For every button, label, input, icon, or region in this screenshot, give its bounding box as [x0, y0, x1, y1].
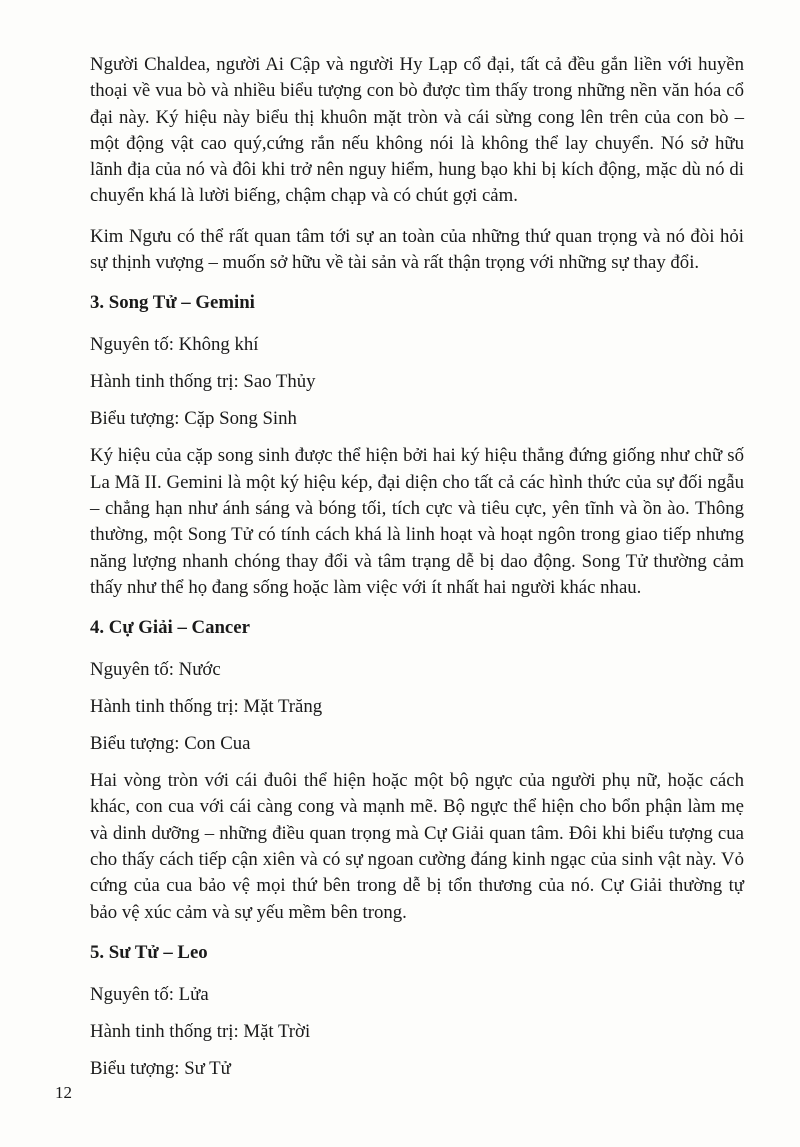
section-heading-cancer: 4. Cự Giải – Cancer [90, 617, 250, 639]
gemini-symbol: Biểu tượng: Cặp Song Sinh [90, 408, 297, 430]
intro-paragraph-1: Người Chaldea, người Ai Cập và người Hy Lạp cổ đại, tất cả đều gắn liền với huyền thoại về vua bò và nhiều biểu tượng con bò được tìm thấy trong những nền văn hóa cổ đại này. Ký hiệu này biểu thị khuôn mặt tròn và cái sừng cong lên trên của con bò – một động vật cao quý,cứng rắn nếu không nói là không thể lay chuyển. Nó sở hữu lãnh địa của nó và đôi khi trở nên nguy hiểm, hung bạo khi bị kích động, mặc dù nó di chuyển khá là lười biếng, chậm chạp và có chút gợi cảm. [90, 54, 744, 207]
gemini-planet: Hành tinh thống trị: Sao Thủy [90, 371, 316, 393]
cancer-element: Nguyên tố: Nước [90, 659, 221, 681]
leo-element: Nguyên tố: Lửa [90, 983, 209, 1005]
gemini-description: Ký hiệu của cặp song sinh được thể hiện bởi hai ký hiệu thẳng đứng giống như chữ số La Mã II. Gemini là một ký hiệu kép, đại diện cho tất cả các hình thức của sự đối ngẫu – chẳng hạn như ánh sáng và bóng tối, tích cực và tiêu cực, yên tĩnh và ồn ào. Thông thường, một Song Tử có tính cách khá là linh hoạt và hoạt ngôn trong giao tiếp nhưng năng lượng nhanh chóng thay đổi và tâm trạng dễ bị dao động. Song Tử thường cảm thấy như thể họ đang sống hoặc làm việc với ít nhất hai người khác nhau. [90, 445, 744, 598]
page-content [90, 52, 744, 1093]
cancer-description: Hai vòng tròn với cái đuôi thể hiện hoặc một bộ ngực của người phụ nữ, hoặc cách khác, con cua với cái càng cong và mạnh mẽ. Bộ ngực thể hiện cho bổn phận làm mẹ và dinh dưỡng – những điều quan trọng mà Cự Giải quan tâm. Đôi khi biểu tượng cua cho thấy cách tiếp cận xiên và có sự ngoan cường đáng kinh ngạc của sinh vật này. Vỏ cứng của cua bảo vệ mọi thứ bên trong dễ bị tổn thương của nó. Cự Giải thường tự bảo vệ xúc cảm và sự yếu mềm bên trong. [90, 770, 744, 923]
cancer-symbol: Biểu tượng: Con Cua [90, 733, 251, 755]
cancer-planet: Hành tinh thống trị: Mặt Trăng [90, 696, 323, 718]
gemini-element: Nguyên tố: Không khí [90, 334, 259, 356]
page-number: 12 [55, 1083, 72, 1102]
intro-paragraph-2: Kim Ngưu có thể rất quan tâm tới sự an toàn của những thứ quan trọng và nó đòi hỏi sự thịnh vượng – muốn sở hữu về tài sản và rất thận trọng với những sự thay đổi. [90, 225, 744, 274]
leo-symbol: Biểu tượng: Sư Tử [90, 1057, 231, 1079]
section-heading-gemini: 3. Song Tử – Gemini [90, 292, 255, 314]
section-heading-leo: 5. Sư Tử – Leo [90, 941, 208, 963]
leo-planet: Hành tinh thống trị: Mặt Trời [90, 1020, 311, 1042]
